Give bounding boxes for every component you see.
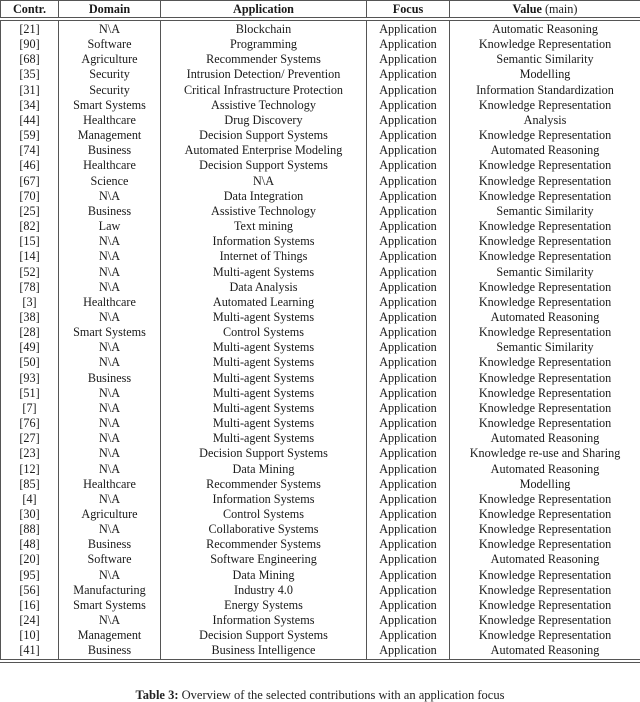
cell-value: Modelling	[450, 477, 640, 492]
table-row	[1, 462, 640, 477]
cell-focus: Application	[367, 401, 450, 416]
cell-application: Information Systems	[161, 613, 367, 628]
cell-value: Knowledge Representation	[450, 295, 640, 310]
cell-domain: Healthcare	[59, 477, 161, 492]
cell-focus: Application	[367, 355, 450, 370]
cell-domain: N\A	[59, 310, 161, 325]
cell-focus: Application	[367, 19, 450, 37]
cell-domain: N\A	[59, 189, 161, 204]
cell-focus: Application	[367, 249, 450, 264]
table-row	[1, 295, 640, 310]
cell-value: Semantic Similarity	[450, 340, 640, 355]
cell-focus: Application	[367, 204, 450, 219]
table-row	[1, 189, 640, 204]
cell-domain: Agriculture	[59, 507, 161, 522]
table-caption	[0, 688, 640, 702]
cell-value: Knowledge Representation	[450, 537, 640, 552]
cell-focus: Application	[367, 174, 450, 189]
cell-focus: Application	[367, 325, 450, 340]
cell-application: Control Systems	[161, 507, 367, 522]
cell-application: Critical Infrastructure Protection	[161, 83, 367, 98]
table-row	[1, 386, 640, 401]
cell-contr: [59]	[1, 128, 59, 143]
cell-domain: N\A	[59, 462, 161, 477]
cell-domain: Healthcare	[59, 113, 161, 128]
cell-contr: [34]	[1, 98, 59, 113]
cell-domain: Business	[59, 371, 161, 386]
table-row	[1, 552, 640, 567]
cell-contr: [24]	[1, 613, 59, 628]
cell-domain: N\A	[59, 416, 161, 431]
cell-contr: [70]	[1, 189, 59, 204]
caption-label: Table 3:	[136, 688, 179, 702]
header-row	[1, 1, 640, 20]
cell-contr: [28]	[1, 325, 59, 340]
cell-value: Knowledge Representation	[450, 98, 640, 113]
cell-domain: N\A	[59, 355, 161, 370]
cell-value: Knowledge Representation	[450, 174, 640, 189]
cell-focus: Application	[367, 431, 450, 446]
cell-value: Information Standardization	[450, 83, 640, 98]
cell-application: Multi-agent Systems	[161, 416, 367, 431]
cell-contr: [67]	[1, 174, 59, 189]
cell-application: Business Intelligence	[161, 643, 367, 660]
cell-contr: [23]	[1, 446, 59, 461]
cell-focus: Application	[367, 128, 450, 143]
cell-contr: [93]	[1, 371, 59, 386]
cell-focus: Application	[367, 98, 450, 113]
cell-application: Automated Enterprise Modeling	[161, 143, 367, 158]
cell-application: Data Mining	[161, 568, 367, 583]
cell-focus: Application	[367, 371, 450, 386]
cell-contr: [35]	[1, 67, 59, 82]
table-row	[1, 507, 640, 522]
cell-domain: Software	[59, 552, 161, 567]
cell-domain: N\A	[59, 431, 161, 446]
table-row	[1, 67, 640, 82]
cell-focus: Application	[367, 295, 450, 310]
cell-domain: Business	[59, 204, 161, 219]
table-row	[1, 340, 640, 355]
cell-focus: Application	[367, 613, 450, 628]
table-row	[1, 143, 640, 158]
cell-domain: Software	[59, 37, 161, 52]
cell-domain: Management	[59, 128, 161, 143]
cell-contr: [85]	[1, 477, 59, 492]
cell-value: Knowledge Representation	[450, 37, 640, 52]
table-body	[1, 19, 640, 661]
cell-domain: Management	[59, 628, 161, 643]
header-domain: Domain	[59, 1, 161, 20]
cell-domain: Business	[59, 143, 161, 158]
cell-value: Knowledge Representation	[450, 219, 640, 234]
cell-contr: [15]	[1, 234, 59, 249]
table-row	[1, 537, 640, 552]
cell-value: Knowledge Representation	[450, 568, 640, 583]
table-row	[1, 401, 640, 416]
cell-contr: [74]	[1, 143, 59, 158]
cell-contr: [4]	[1, 492, 59, 507]
cell-contr: [10]	[1, 628, 59, 643]
cell-contr: [52]	[1, 265, 59, 280]
cell-contr: [88]	[1, 522, 59, 537]
cell-application: Energy Systems	[161, 598, 367, 613]
cell-focus: Application	[367, 598, 450, 613]
cell-application: Multi-agent Systems	[161, 401, 367, 416]
cell-contr: [49]	[1, 340, 59, 355]
cell-focus: Application	[367, 492, 450, 507]
cell-contr: [3]	[1, 295, 59, 310]
cell-contr: [30]	[1, 507, 59, 522]
cell-domain: N\A	[59, 280, 161, 295]
cell-domain: Security	[59, 83, 161, 98]
header-contr: Contr.	[1, 1, 59, 20]
cell-value: Automated Reasoning	[450, 643, 640, 660]
cell-value: Knowledge Representation	[450, 522, 640, 537]
table-row	[1, 98, 640, 113]
cell-value: Knowledge Representation	[450, 325, 640, 340]
caption-text: Overview of the selected contributions with an application focus	[179, 688, 505, 702]
cell-domain: Business	[59, 537, 161, 552]
cell-contr: [20]	[1, 552, 59, 567]
cell-focus: Application	[367, 568, 450, 583]
cell-application: Decision Support Systems	[161, 128, 367, 143]
cell-value: Knowledge Representation	[450, 355, 640, 370]
table-row	[1, 431, 640, 446]
cell-domain: Security	[59, 67, 161, 82]
cell-value: Knowledge Representation	[450, 371, 640, 386]
cell-value: Knowledge Representation	[450, 628, 640, 643]
cell-focus: Application	[367, 522, 450, 537]
header-value-label: Value	[513, 2, 542, 16]
cell-value: Knowledge Representation	[450, 386, 640, 401]
cell-domain: N\A	[59, 265, 161, 280]
cell-domain: Smart Systems	[59, 325, 161, 340]
cell-application: Multi-agent Systems	[161, 310, 367, 325]
cell-contr: [48]	[1, 537, 59, 552]
cell-value: Knowledge Representation	[450, 189, 640, 204]
cell-focus: Application	[367, 67, 450, 82]
cell-application: Drug Discovery	[161, 113, 367, 128]
table-row	[1, 37, 640, 52]
cell-contr: [46]	[1, 158, 59, 173]
cell-focus: Application	[367, 265, 450, 280]
table-row	[1, 52, 640, 67]
cell-focus: Application	[367, 52, 450, 67]
cell-value: Knowledge Representation	[450, 280, 640, 295]
cell-domain: Agriculture	[59, 52, 161, 67]
cell-value: Knowledge Representation	[450, 613, 640, 628]
cell-focus: Application	[367, 416, 450, 431]
cell-focus: Application	[367, 583, 450, 598]
cell-domain: N\A	[59, 522, 161, 537]
table-row	[1, 128, 640, 143]
cell-focus: Application	[367, 507, 450, 522]
cell-focus: Application	[367, 83, 450, 98]
cell-contr: [90]	[1, 37, 59, 52]
cell-application: Multi-agent Systems	[161, 371, 367, 386]
cell-application: Multi-agent Systems	[161, 386, 367, 401]
table-row	[1, 416, 640, 431]
cell-application: Collaborative Systems	[161, 522, 367, 537]
cell-application: Intrusion Detection/ Prevention	[161, 67, 367, 82]
cell-contr: [68]	[1, 52, 59, 67]
cell-application: Automated Learning	[161, 295, 367, 310]
cell-contr: [50]	[1, 355, 59, 370]
cell-application: Multi-agent Systems	[161, 340, 367, 355]
table-row	[1, 310, 640, 325]
table-row	[1, 249, 640, 264]
cell-value: Knowledge Representation	[450, 507, 640, 522]
cell-contr: [31]	[1, 83, 59, 98]
cell-focus: Application	[367, 143, 450, 158]
cell-application: N\A	[161, 174, 367, 189]
cell-focus: Application	[367, 552, 450, 567]
cell-contr: [14]	[1, 249, 59, 264]
table-row	[1, 158, 640, 173]
table-row	[1, 174, 640, 189]
header-application: Application	[161, 1, 367, 20]
table-row	[1, 113, 640, 128]
cell-application: Data Analysis	[161, 280, 367, 295]
cell-value: Knowledge Representation	[450, 249, 640, 264]
cell-domain: N\A	[59, 492, 161, 507]
table-row	[1, 568, 640, 583]
cell-value: Knowledge Representation	[450, 234, 640, 249]
cell-focus: Application	[367, 113, 450, 128]
cell-value: Semantic Similarity	[450, 265, 640, 280]
cell-value: Automated Reasoning	[450, 462, 640, 477]
cell-focus: Application	[367, 280, 450, 295]
cell-application: Decision Support Systems	[161, 158, 367, 173]
table-row	[1, 204, 640, 219]
header-value-suffix: (main)	[542, 2, 578, 16]
table-row	[1, 371, 640, 386]
cell-application: Software Engineering	[161, 552, 367, 567]
cell-application: Multi-agent Systems	[161, 431, 367, 446]
cell-value: Knowledge Representation	[450, 401, 640, 416]
cell-contr: [21]	[1, 19, 59, 37]
table-row	[1, 280, 640, 295]
table-row	[1, 477, 640, 492]
cell-focus: Application	[367, 219, 450, 234]
cell-value: Knowledge Representation	[450, 128, 640, 143]
cell-value: Analysis	[450, 113, 640, 128]
cell-value: Automated Reasoning	[450, 143, 640, 158]
cell-application: Blockchain	[161, 19, 367, 37]
cell-application: Programming	[161, 37, 367, 52]
table-row	[1, 325, 640, 340]
cell-domain: N\A	[59, 401, 161, 416]
cell-application: Decision Support Systems	[161, 446, 367, 461]
cell-application: Multi-agent Systems	[161, 265, 367, 280]
cell-focus: Application	[367, 234, 450, 249]
cell-application: Information Systems	[161, 234, 367, 249]
cell-application: Recommender Systems	[161, 52, 367, 67]
cell-domain: Business	[59, 643, 161, 660]
cell-application: Internet of Things	[161, 249, 367, 264]
cell-focus: Application	[367, 386, 450, 401]
cell-domain: Science	[59, 174, 161, 189]
table-row	[1, 19, 640, 37]
cell-focus: Application	[367, 537, 450, 552]
cell-value: Modelling	[450, 67, 640, 82]
cell-domain: Law	[59, 219, 161, 234]
cell-value: Knowledge Representation	[450, 416, 640, 431]
table-row	[1, 355, 640, 370]
table-row	[1, 522, 640, 537]
cell-value: Automated Reasoning	[450, 552, 640, 567]
table-row	[1, 613, 640, 628]
cell-application: Control Systems	[161, 325, 367, 340]
table-row	[1, 219, 640, 234]
cell-contr: [44]	[1, 113, 59, 128]
cell-contr: [38]	[1, 310, 59, 325]
table-row	[1, 583, 640, 598]
cell-focus: Application	[367, 158, 450, 173]
cell-application: Recommender Systems	[161, 477, 367, 492]
cell-contr: [12]	[1, 462, 59, 477]
table-row	[1, 446, 640, 461]
cell-focus: Application	[367, 477, 450, 492]
table-row	[1, 643, 640, 660]
cell-value: Knowledge re-use and Sharing	[450, 446, 640, 461]
cell-domain: Healthcare	[59, 158, 161, 173]
cell-contr: [78]	[1, 280, 59, 295]
cell-contr: [95]	[1, 568, 59, 583]
cell-value: Semantic Similarity	[450, 204, 640, 219]
cell-application: Data Mining	[161, 462, 367, 477]
cell-domain: N\A	[59, 568, 161, 583]
cell-domain: N\A	[59, 234, 161, 249]
cell-application: Assistive Technology	[161, 98, 367, 113]
cell-contr: [56]	[1, 583, 59, 598]
cell-domain: Manufacturing	[59, 583, 161, 598]
table-header	[1, 1, 640, 20]
cell-focus: Application	[367, 462, 450, 477]
cell-domain: Healthcare	[59, 295, 161, 310]
cell-application: Data Integration	[161, 189, 367, 204]
cell-domain: N\A	[59, 249, 161, 264]
cell-focus: Application	[367, 643, 450, 660]
cell-contr: [76]	[1, 416, 59, 431]
cell-value: Automatic Reasoning	[450, 19, 640, 37]
cell-application: Decision Support Systems	[161, 628, 367, 643]
header-value	[450, 1, 640, 20]
cell-contr: [51]	[1, 386, 59, 401]
cell-application: Recommender Systems	[161, 537, 367, 552]
table-row	[1, 265, 640, 280]
table-row	[1, 628, 640, 643]
cell-domain: Smart Systems	[59, 98, 161, 113]
cell-domain: N\A	[59, 19, 161, 37]
cell-application: Multi-agent Systems	[161, 355, 367, 370]
cell-focus: Application	[367, 446, 450, 461]
cell-application: Industry 4.0	[161, 583, 367, 598]
cell-contr: [82]	[1, 219, 59, 234]
table-row	[1, 234, 640, 249]
cell-value: Semantic Similarity	[450, 52, 640, 67]
cell-focus: Application	[367, 628, 450, 643]
cell-domain: N\A	[59, 386, 161, 401]
cell-domain: N\A	[59, 340, 161, 355]
cell-value: Knowledge Representation	[450, 158, 640, 173]
cell-domain: N\A	[59, 613, 161, 628]
cell-domain: N\A	[59, 446, 161, 461]
cell-application: Text mining	[161, 219, 367, 234]
cell-value: Knowledge Representation	[450, 583, 640, 598]
cell-contr: [7]	[1, 401, 59, 416]
cell-contr: [27]	[1, 431, 59, 446]
cell-value: Automated Reasoning	[450, 431, 640, 446]
cell-contr: [41]	[1, 643, 59, 660]
cell-value: Knowledge Representation	[450, 598, 640, 613]
cell-focus: Application	[367, 189, 450, 204]
cell-application: Information Systems	[161, 492, 367, 507]
cell-value: Automated Reasoning	[450, 310, 640, 325]
table-row	[1, 492, 640, 507]
cell-contr: [16]	[1, 598, 59, 613]
cell-domain: Smart Systems	[59, 598, 161, 613]
table-row	[1, 83, 640, 98]
cell-focus: Application	[367, 340, 450, 355]
cell-focus: Application	[367, 37, 450, 52]
cell-focus: Application	[367, 310, 450, 325]
table-row	[1, 598, 640, 613]
cell-contr: [25]	[1, 204, 59, 219]
cell-value: Knowledge Representation	[450, 492, 640, 507]
header-focus: Focus	[367, 1, 450, 20]
cell-application: Assistive Technology	[161, 204, 367, 219]
